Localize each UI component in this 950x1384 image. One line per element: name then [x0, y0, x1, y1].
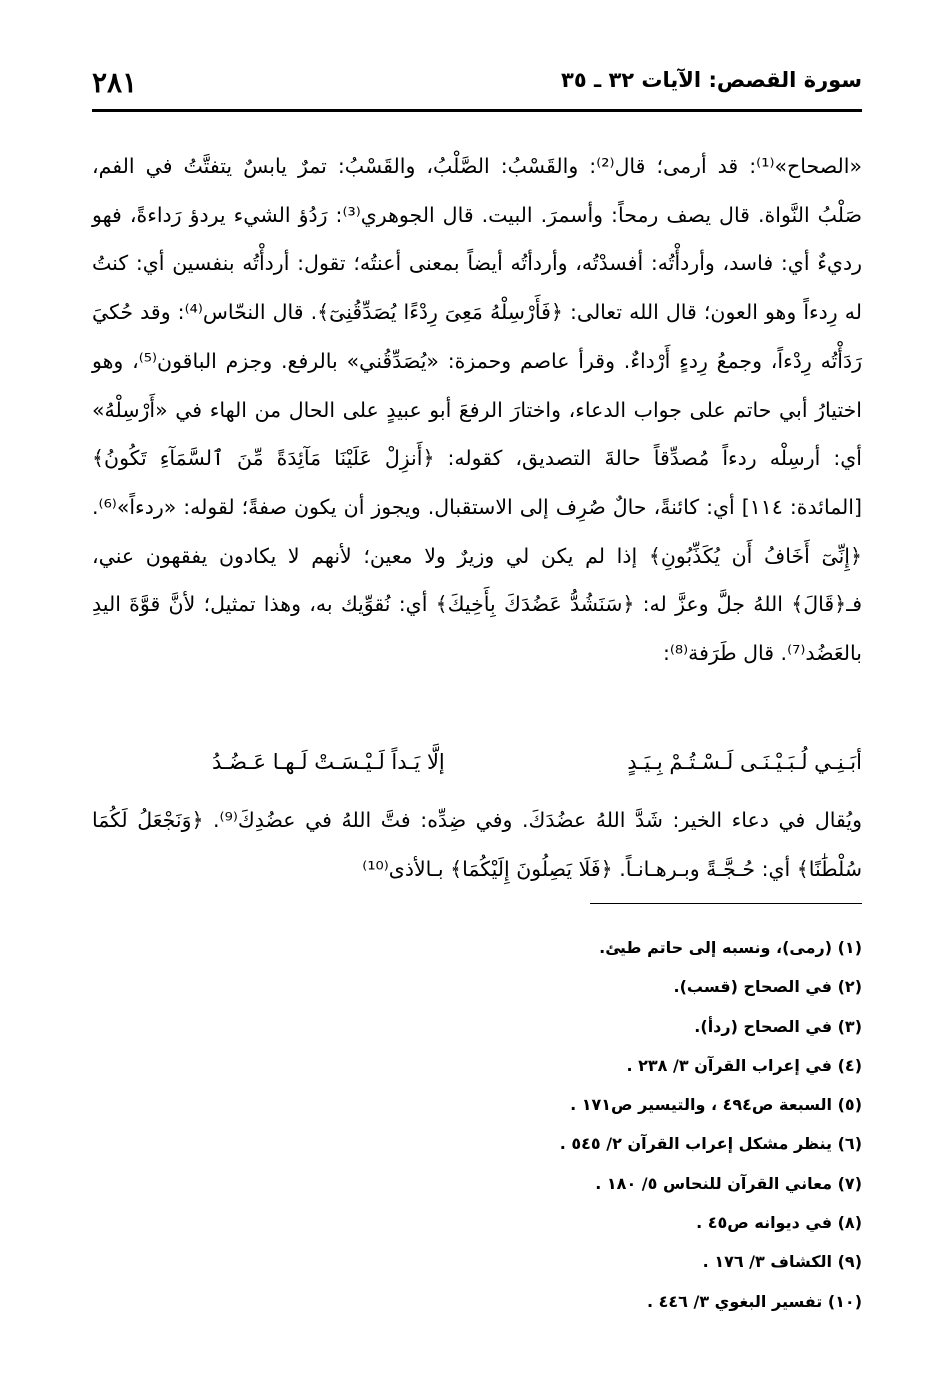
- header-rule: [92, 109, 862, 112]
- verse-first-hemistich: أبَـنِـي لُـبَـيْـنَـى لَـسْـتُـمْ بِـيَـدٍ: [627, 750, 862, 774]
- verse-second-hemistich: إلَّا يَـداً لَـيْـسَـتْ لَـهـا عَـضُـدُ: [212, 750, 445, 774]
- surah-title: سورة القصص: الآيات ٣٢ ـ ٣٥: [561, 68, 862, 92]
- footnotes-list: [92, 928, 862, 1321]
- page-number: ٢٨١: [92, 66, 138, 99]
- footnote-1: (١) (رمى)، ونسبه إلى حاتم طيئ.: [599, 938, 862, 957]
- footnote-7: (٧) معاني القرآن للنحاس ٥/ ١٨٠ .: [595, 1173, 862, 1193]
- footnote-6: (٦) ينظر مشكل إعراب القرآن ٢/ ٥٤٥ .: [559, 1134, 862, 1154]
- poetry-verse: [92, 738, 862, 786]
- body-paragraph: «الصحاح»⁽¹⁾: قد أرمى؛ قال⁽²⁾: والقَسْبُ: الصَّلْبُ، والقَسْبُ: تمرٌ يابسٌ يتفتَّتُ في الفم، صَلْبُ النَّواة. قال يصف رمحاً: وأسمرَ. البيت. قال الجوهري⁽³⁾: رَدُؤ الشيء يردؤ رَداءةً، فهو رديءٌ أي: فاسد، وأردأْتُه: أفسدْتُه، وأردأتُه أيضاً بمعنى أعنتُه؛ تقول: أردأْتُه بنفسين أي: كنتُ له رِدءاً وهو العون؛ قال الله تعالى: ﴿فَأَرْسِلْهُ مَعِىَ رِدْءًا يُصَدِّقُنِىٓ﴾. قال النحّاس⁽⁴⁾: وقد حُكيَ رَدَأْتُه رِدْءاً، وجمعُ رِدءٍ أَرْداءٌ. وقرأ عاصم وحمزة: «يُصَدِّقُني» بالرفع. وجزم الباقون⁽⁵⁾، وهو اختيارُ أبي حاتم على جواب الدعاء، واختارَ الرفعَ أبو عبيدٍ على الحال من الهاء في «أَرْسِلْهُ» أي: أرسِلْه ردءاً مُصدِّقاً حالةَ التصديق، كقوله: ﴿أَنزِلْ عَلَيْنَا مَآئِدَةً مِّنَ ٱلسَّمَآءِ تَكُونُ﴾ [المائدة: ١١٤] أي: كائنةً، حالٌ صُرِف إلى الاستقبال. ويجوز أن يكون صفةً؛ لقوله: «ردءاً»⁽⁶⁾. ﴿إِنِّىٓ أَخَافُ أَن يُكَذِّبُونِ﴾ إذا لم يكن لي وزيرٌ ولا معين؛ لأنهم لا يكادون يفقهون عني، فـ﴿قَالَ﴾ اللهُ جلَّ وعزَّ له: ﴿سَنَشُدُّ عَضُدَكَ بِأَخِيكَ﴾ أي: نُقوِّيك به، وهذا تمثيل؛ لأنَّ قوَّةَ اليدِ بالعَضُد⁽⁷⁾. قال طَرَفة⁽⁸⁾:: [92, 154, 863, 666]
- footnote-separator: [590, 903, 862, 904]
- footnote-8: (٨) في ديوانه ص٤٥ .: [696, 1213, 862, 1233]
- closing-text: [92, 796, 862, 893]
- footnote-9: (٩) الكشاف ٣/ ١٧٦ .: [702, 1252, 862, 1272]
- closing-paragraph: ويُقال في دعاء الخير: شَدَّ اللهُ عضُدَكَ. وفي ضِدِّه: فتَّ اللهُ في عضُدِكَ⁽⁹⁾. ﴿وَنَجْعَلُ لَكُمَا سُلْطَٰنًا﴾ أي: حُـجَّـةً وبـرهـانـاً. ﴿فَلَا يَصِلُونَ إِلَيْكُمَا﴾ بـالأذى⁽¹⁰⁾: [92, 808, 863, 881]
- footnote-5: (٥) السبعة ص٤٩٤ ، والتيسير ص١٧١ .: [570, 1095, 862, 1115]
- page-header: [92, 66, 862, 106]
- footnote-10: (١٠) تفسير البغوي ٣/ ٤٤٦ .: [646, 1291, 862, 1311]
- main-text: [92, 142, 862, 678]
- footnote-2: (٢) في الصحاح (قسب).: [673, 977, 862, 997]
- footnote-4: (٤) في إعراب القرآن ٣/ ٢٣٨ .: [626, 1055, 862, 1075]
- footnote-3: (٣) في الصحاح (ردأ).: [694, 1016, 862, 1036]
